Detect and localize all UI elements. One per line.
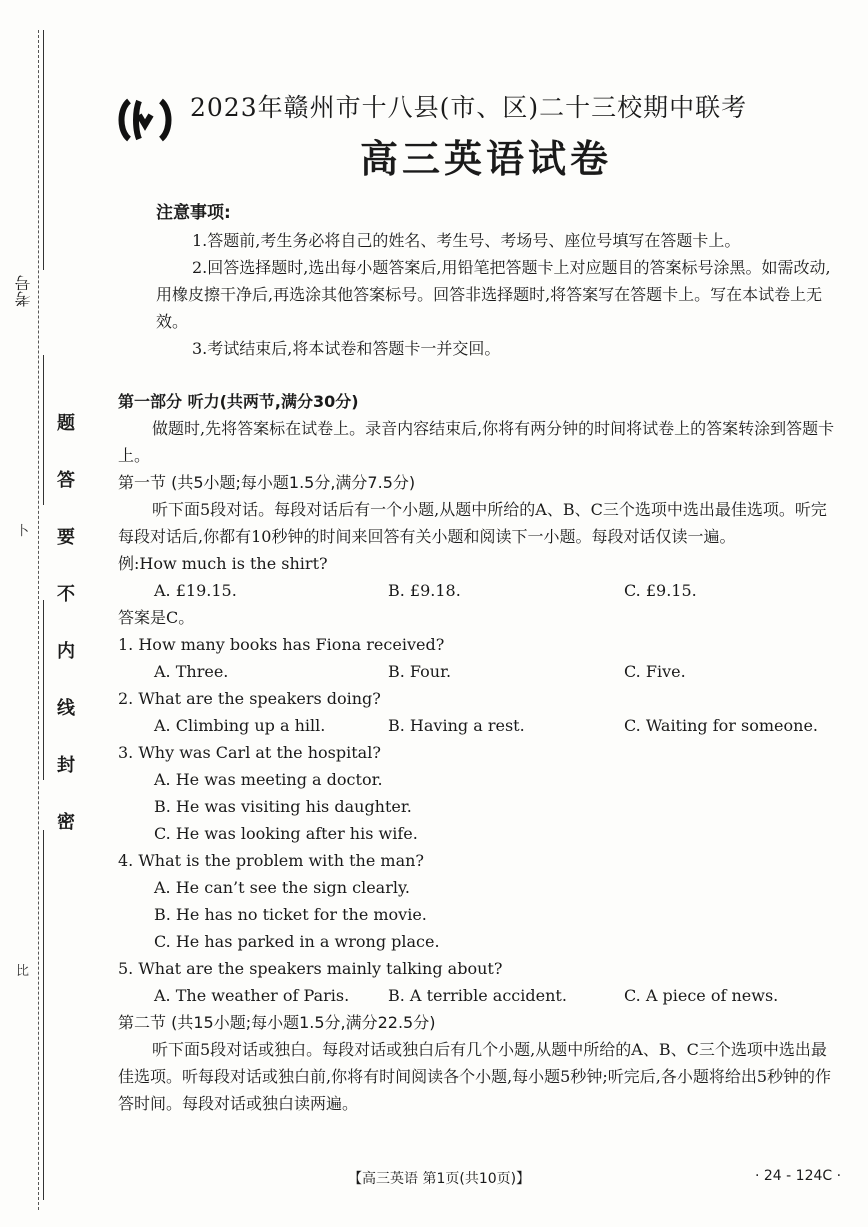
option: C. He has parked in a wrong place. [154, 932, 440, 951]
option: B. Having a rest. [388, 716, 525, 735]
seal-char: 答 [57, 470, 75, 491]
part1 [118, 388, 838, 1117]
option: C. Five. [624, 662, 686, 681]
binding-margin [0, 0, 110, 1227]
option: B. He has no ticket for the movie. [154, 905, 427, 924]
option: B. Four. [388, 662, 452, 681]
note-item: 2.回答选择题时,选出每小题答案后,用铅笔把答题卡上对应题目的答案标号涂黑。如需改动,用橡皮擦干净后,再选涂其他答案标号。回答非选择题时,将答案写在答题卡上。写在本试卷上无效。 [156, 258, 831, 331]
seal-char: 封 [57, 755, 75, 776]
question-1-options [118, 658, 838, 685]
option: A. Three. [154, 662, 229, 681]
option: B. £9.18. [388, 581, 461, 600]
option: C. Waiting for someone. [624, 716, 818, 735]
side-mark-1: 卜 [16, 524, 30, 539]
option: B. A terrible accident. [388, 986, 567, 1005]
question-1: 1. How many books has Fiona received? [118, 635, 445, 654]
example-question: 例:How much is the shirt? [118, 554, 328, 573]
seal-char: 密 [57, 812, 75, 833]
option: C. He was looking after his wife. [154, 824, 418, 843]
option: A. He was meeting a doctor. [154, 770, 383, 789]
exam-logo-icon [115, 95, 175, 145]
binding-rule-top [43, 30, 44, 270]
option: C. £9.15. [624, 581, 697, 600]
seal-char: 不 [57, 584, 75, 605]
note-item: 1.答题前,考生务必将自己的姓名、考生号、考场号、座位号填写在答题卡上。 [192, 231, 741, 250]
section2-heading: 第二节 (共15小题;每小题1.5分,满分22.5分) [118, 1013, 436, 1032]
kaohao-label: 考号 [14, 275, 33, 307]
notes-heading: 注意事项: [156, 203, 231, 223]
option: C. A piece of news. [624, 986, 779, 1005]
seal-line-text [52, 395, 80, 851]
option: A. He can’t see the sign clearly. [154, 878, 410, 897]
exam-name: 2023年赣州市十八县(市、区)二十三校期中联考 [190, 93, 748, 122]
question-2-options [118, 712, 838, 739]
part1-intro: 做题时,先将答案标在试卷上。录音内容结束后,你将有两分钟的时间将试卷上的答案转涂到答题卡上。 [118, 419, 835, 465]
side-mark-2: 比 [16, 964, 30, 979]
seal-char: 线 [57, 698, 75, 719]
question-4: 4. What is the problem with the man? [118, 851, 424, 870]
page-footer: 【高三英语 第1页(共10页)】 [348, 1171, 531, 1187]
example-options [118, 577, 838, 604]
option: A. The weather of Paris. [154, 986, 350, 1005]
binding-rule-mid [43, 355, 44, 505]
option: A. £19.15. [154, 581, 237, 600]
seal-char: 内 [57, 641, 75, 662]
part1-heading: 第一部分 听力(共两节,满分30分) [118, 392, 359, 411]
section2-instructions: 听下面5段对话或独白。每段对话或独白后有几个小题,从题中所给的A、B、C三个选项中选出最佳选项。听每段对话或独白前,你将有时间阅读各个小题,每小题5秒钟;听完后,各小题将给出5秒钟的作答时间。每段对话或独白读两遍。 [118, 1040, 832, 1113]
option: A. Climbing up a hill. [154, 716, 326, 735]
binding-rule-lower [43, 600, 44, 780]
page-title: 高三英语试卷 [360, 137, 613, 181]
binding-rule-bottom [43, 830, 44, 1200]
note-item: 3.考试结束后,将本试卷和答题卡一并交回。 [192, 339, 501, 358]
seal-char: 题 [57, 413, 75, 434]
question-2: 2. What are the speakers doing? [118, 689, 381, 708]
section1-instructions: 听下面5段对话。每段对话后有一个小题,从题中所给的A、B、C三个选项中选出最佳选项。听完每段对话后,你都有10秒钟的时间来回答有关小题和阅读下一小题。每段对话仅读一遍。 [118, 500, 827, 546]
option: B. He was visiting his daughter. [154, 797, 412, 816]
example-answer: 答案是C。 [118, 608, 195, 627]
question-3: 3. Why was Carl at the hospital? [118, 743, 381, 762]
question-5: 5. What are the speakers mainly talking about? [118, 959, 503, 978]
seal-char: 要 [57, 527, 75, 548]
section1-heading: 第一节 (共5小题;每小题1.5分,满分7.5分) [118, 473, 416, 492]
paper-code: · 24 - 124C · [755, 1168, 842, 1184]
question-5-options [118, 982, 838, 1009]
notes-section [118, 200, 838, 362]
cut-line [38, 30, 39, 1210]
